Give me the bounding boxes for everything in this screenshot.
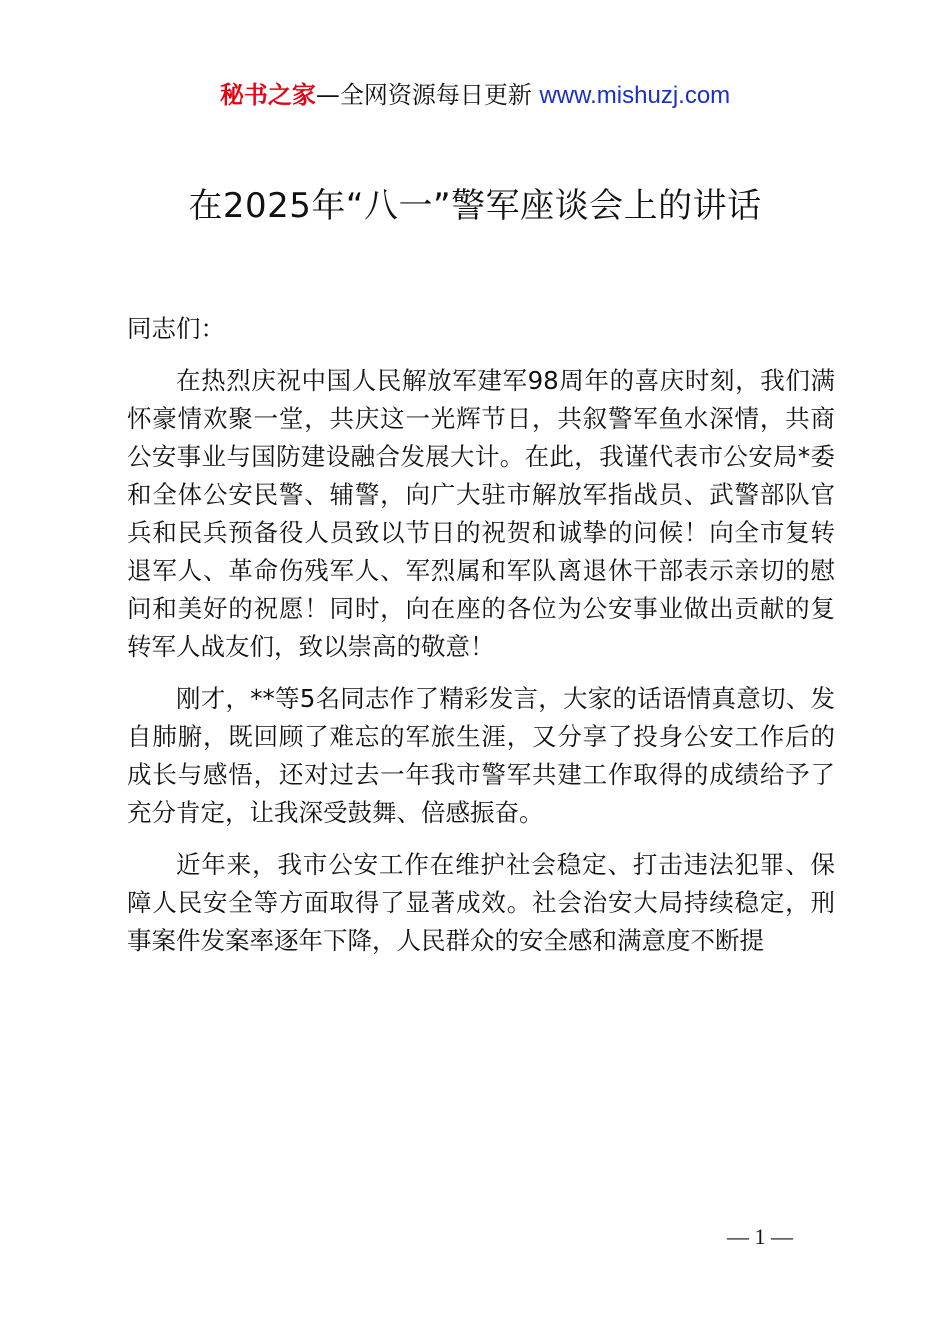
- site-slogan: —全网资源每日更新: [315, 81, 532, 109]
- site-header: [0, 78, 950, 113]
- paragraph-2: 刚才，**等5名同志作了精彩发言，大家的话语情真意切、发自肺腑，既回顾了难忘的军旅生涯，又分享了投身公安工作后的成长与感悟，还对过去一年我市警军共建工作取得的成绩给予了充分肯定，让我深受鼓舞、倍感振奋。: [127, 684, 835, 827]
- page-number: — 1 —: [727, 1224, 793, 1249]
- site-url-link[interactable]: www.mishuzj.com: [539, 82, 731, 109]
- document-body: [127, 310, 835, 974]
- document-title: 在2025年“八一”警军座谈会上的讲话: [188, 186, 762, 226]
- site-brand: 秘书之家: [219, 81, 316, 109]
- paragraph-3: 近年来，我市公安工作在维护社会稳定、打击违法犯罪、保障人民安全等方面取得了显著成效。社会治安大局持续稳定，刑事案件发案率逐年下降，人民群众的安全感和满意度不断提: [127, 850, 835, 955]
- salutation: 同志们：: [127, 314, 225, 343]
- paragraph-1: 在热烈庆祝中国人民解放军建军98周年的喜庆时刻，我们满怀豪情欢聚一堂，共庆这一光辉节日，共叙警军鱼水深情，共商公安事业与国防建设融合发展大计。在此，我谨代表市公安局*委和全体公安民警、辅警，向广大驻市解放军指战员、武警部队官兵和民兵预备役人员致以节日的祝贺和诚挚的问候！向全市复转退军人、革命伤残军人、军烈属和军队离退休干部表示亲切的慰问和美好的祝愿！同时，向在座的各位为公安事业做出贡献的复转军人战友们，致以崇高的敬意！: [127, 366, 835, 661]
